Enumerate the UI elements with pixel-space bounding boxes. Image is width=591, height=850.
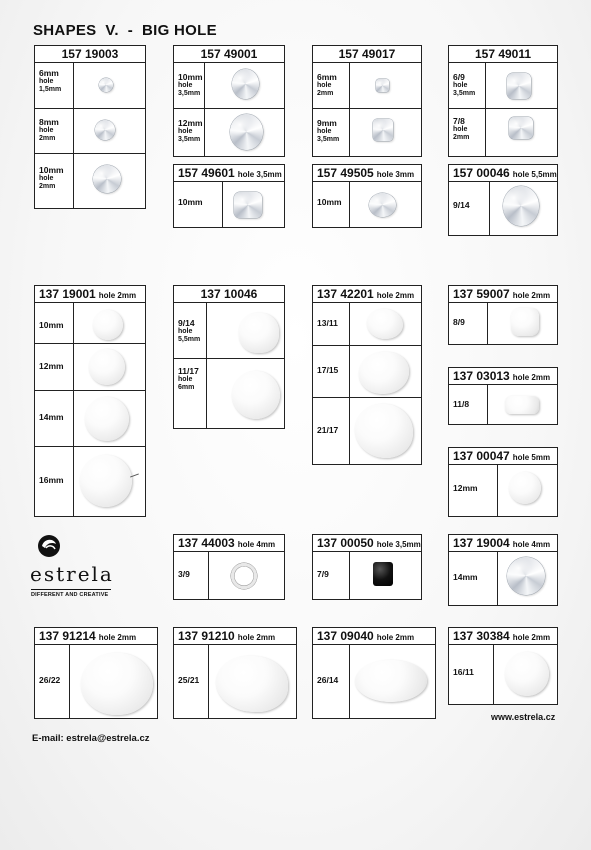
hole-size: hole 4mm — [512, 540, 551, 549]
size-label: 6mm — [317, 72, 337, 82]
product-card-157-00046 — [448, 164, 558, 236]
hole-size: 1,5mm — [39, 86, 62, 93]
product-code-row — [449, 165, 557, 182]
hole-label: hole — [178, 128, 193, 135]
product-card-157-49011 — [448, 45, 558, 157]
hole-label: hole — [317, 82, 332, 89]
size-label: 21/17 — [317, 425, 339, 435]
hole-label: hole — [178, 376, 193, 383]
product-code: 137 30384 — [453, 629, 510, 643]
product-card-137-91214 — [34, 627, 158, 719]
product-code: 157 49505 — [317, 166, 374, 180]
product-code-row — [174, 165, 284, 182]
email-contact[interactable]: E-mail: estrela@estrela.cz — [32, 733, 150, 744]
size-label: 9mm — [317, 118, 337, 128]
product-card-137-30384 — [448, 627, 558, 705]
bead-image — [239, 313, 279, 353]
product-code-row — [35, 286, 145, 303]
hole-label: hole — [39, 175, 54, 182]
bead-image — [367, 309, 403, 339]
bead-image — [93, 165, 121, 193]
product-code: 137 10046 — [174, 286, 284, 303]
product-card-137-03013 — [448, 367, 558, 425]
product-code: 137 91214 — [39, 629, 96, 643]
product-card-137-00050 — [312, 534, 422, 600]
size-label: 7/8 — [453, 116, 465, 126]
product-code-row — [174, 628, 296, 645]
hole-size: hole 2mm — [98, 633, 137, 642]
size-label: 17/15 — [317, 365, 339, 375]
hole-label: hole — [178, 82, 193, 89]
size-label: 6/9 — [453, 72, 465, 82]
size-label: 8mm — [39, 117, 59, 127]
hole-size: hole 3,5mm — [376, 540, 421, 549]
product-card-137-19001 — [34, 285, 146, 517]
hole-size: 2mm — [453, 134, 470, 141]
product-card-137-44003 — [173, 534, 285, 600]
product-code: 137 03013 — [453, 369, 510, 383]
product-card-137-59007 — [448, 285, 558, 345]
hole-size: 3,5mm — [317, 136, 340, 143]
product-code-row — [449, 448, 557, 465]
product-code: 137 19004 — [453, 536, 510, 550]
size-label: 16mm — [39, 475, 64, 485]
bead-image — [505, 396, 539, 414]
brand-name: estrela — [30, 562, 114, 586]
size-label: 10mm — [178, 197, 203, 207]
size-label: 13/11 — [317, 318, 338, 328]
hole-size: hole 2mm — [376, 291, 415, 300]
bead-image — [507, 557, 545, 595]
product-code-row — [449, 286, 557, 303]
product-code-row — [313, 535, 421, 552]
product-code: 137 00050 — [317, 536, 374, 550]
product-code: 137 42201 — [317, 287, 374, 301]
hole-size: hole 2mm — [98, 291, 137, 300]
size-label: 14mm — [453, 572, 478, 582]
website-link[interactable]: www.estrela.cz — [491, 712, 556, 722]
bead-image — [81, 653, 153, 715]
hole-size: 2mm — [39, 135, 56, 142]
bead-image — [232, 69, 259, 99]
product-code-row — [313, 628, 435, 645]
size-label: 14mm — [39, 412, 64, 422]
size-label: 10mm — [39, 165, 64, 175]
bead-image — [232, 371, 280, 419]
size-label: 10mm — [317, 197, 342, 207]
size-label: 10mm — [39, 320, 64, 330]
hole-size: 3,5mm — [453, 90, 476, 97]
hole-size: 2mm — [39, 183, 56, 190]
hole-size: 6mm — [178, 384, 195, 391]
product-card-157-49505 — [312, 164, 422, 228]
product-code: 137 44003 — [178, 536, 235, 550]
hole-size: 5,5mm — [178, 336, 201, 343]
hole-size: hole 2mm — [512, 373, 551, 382]
bead-image — [373, 119, 393, 141]
bead-image — [99, 78, 113, 92]
product-card-137-19004 — [448, 534, 558, 606]
hole-size: hole 2mm — [512, 291, 551, 300]
bead-image — [505, 652, 549, 696]
product-code: 157 49011 — [449, 46, 557, 63]
hole-label: hole — [39, 78, 54, 85]
hole-size: 2mm — [317, 90, 334, 97]
hole-label: hole — [453, 126, 468, 133]
product-card-137-42201 — [312, 285, 422, 465]
bead-image — [507, 73, 531, 99]
bead-image — [373, 562, 393, 586]
product-card-137-09040 — [312, 627, 436, 719]
product-code-row — [35, 628, 157, 645]
brand-tagline: DIFFERENT AND CREATIVE — [31, 592, 109, 598]
bead-image — [80, 455, 132, 507]
hole-size: hole 3mm — [376, 170, 415, 179]
size-label: 3/9 — [178, 569, 190, 579]
product-code: 137 19001 — [39, 287, 96, 301]
size-label: 7/9 — [317, 569, 329, 579]
product-code: 157 49017 — [313, 46, 421, 63]
hole-label: hole — [178, 328, 193, 335]
bead-image — [93, 310, 123, 340]
hole-size: hole 4mm — [237, 540, 276, 549]
bead-image — [503, 186, 539, 226]
bead-image — [376, 79, 389, 92]
size-label: 8/9 — [453, 317, 465, 327]
size-label: 11/8 — [453, 399, 470, 409]
bead-image — [95, 120, 115, 140]
product-code: 157 49001 — [174, 46, 284, 63]
size-label: 26/14 — [317, 675, 339, 685]
hole-size: 3,5mm — [178, 90, 201, 97]
bead-image — [355, 660, 427, 702]
hole-size: hole 5,5mm — [512, 170, 557, 179]
size-label: 9/14 — [453, 200, 470, 210]
size-label: 10mm — [178, 72, 203, 82]
size-label: 25/21 — [178, 675, 200, 685]
product-card-157-49601 — [173, 164, 285, 228]
bead-image — [369, 193, 396, 217]
size-label: 26/22 — [39, 675, 61, 685]
product-card-157-49001 — [173, 45, 285, 157]
product-code-row — [174, 535, 284, 552]
hole-label: hole — [453, 82, 468, 89]
hole-label: hole — [39, 127, 54, 134]
product-card-137-00047 — [448, 447, 558, 517]
product-card-137-10046 — [173, 285, 285, 429]
product-card-137-91210 — [173, 627, 297, 719]
product-code-row — [449, 535, 557, 552]
bead-image — [89, 349, 125, 385]
product-card-157-49017 — [312, 45, 422, 157]
hole-size: hole 5mm — [512, 453, 551, 462]
bead-image — [511, 308, 539, 336]
hole-size: hole 3,5mm — [237, 170, 282, 179]
bead-image — [234, 192, 262, 218]
product-code-row — [313, 286, 421, 303]
bead-image — [509, 117, 533, 139]
product-code: 137 59007 — [453, 287, 510, 301]
product-code-row — [449, 368, 557, 385]
product-code: 157 19003 — [35, 46, 145, 63]
product-code: 137 09040 — [317, 629, 374, 643]
hole-label: hole — [317, 128, 332, 135]
bead-image — [85, 397, 129, 441]
bead-image — [359, 352, 409, 394]
page-title: SHAPES V. - BIG HOLE — [33, 22, 217, 39]
size-label: 6mm — [39, 68, 59, 78]
size-label: 11/17 — [178, 366, 199, 376]
product-code: 157 00046 — [453, 166, 510, 180]
product-code-row — [449, 628, 557, 645]
size-label: 9/14 — [178, 318, 195, 328]
hole-size: 3,5mm — [178, 136, 201, 143]
bead-image — [230, 114, 263, 150]
bead-image — [509, 472, 541, 504]
bead-image — [355, 404, 413, 458]
size-label: 12mm — [39, 361, 64, 371]
product-card-157-19003 — [34, 45, 146, 209]
product-code: 137 91210 — [178, 629, 235, 643]
hole-size: hole 2mm — [512, 633, 551, 642]
product-code: 157 49601 — [178, 166, 235, 180]
bead-image — [216, 656, 288, 712]
hole-size: hole 2mm — [376, 633, 415, 642]
size-label: 16/11 — [453, 667, 474, 677]
size-label: 12mm — [453, 483, 478, 493]
hole-size: hole 2mm — [237, 633, 276, 642]
bead-image — [231, 563, 257, 589]
product-code-row — [313, 165, 421, 182]
product-code: 137 00047 — [453, 449, 510, 463]
size-label: 12mm — [178, 118, 203, 128]
